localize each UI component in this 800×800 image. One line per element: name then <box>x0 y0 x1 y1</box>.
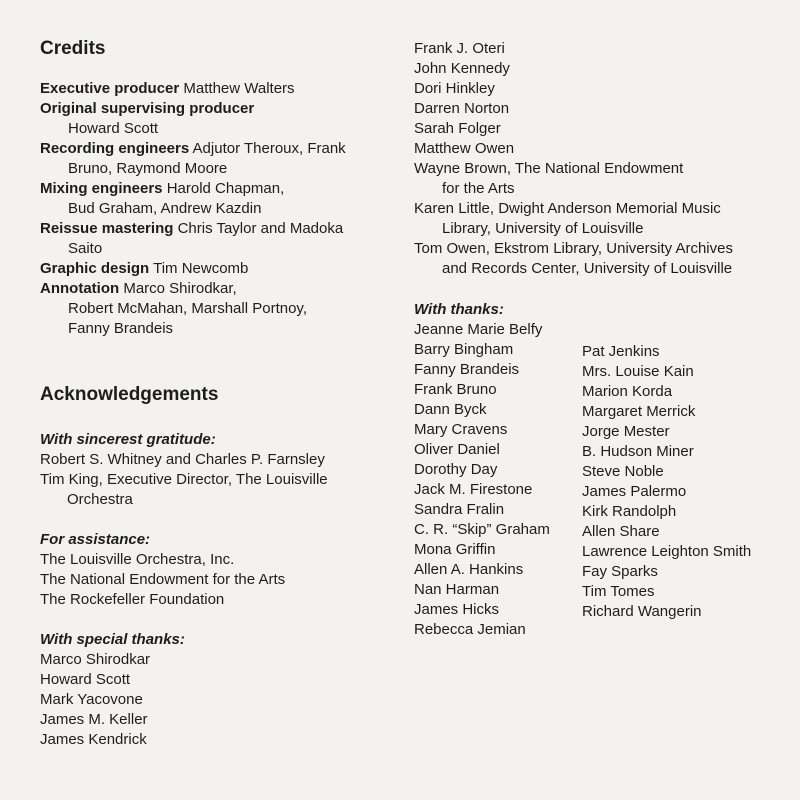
list-item: Orchestra <box>67 491 133 508</box>
list-item: Library, University of Louisville <box>442 220 644 237</box>
list-item: Mary Cravens <box>414 421 508 438</box>
list-item: Jorge Mester <box>582 423 670 440</box>
list-item: Jeanne Marie Belfy <box>414 321 543 338</box>
list-item: Frank Bruno <box>414 381 497 398</box>
list-item: Tim King, Executive Director, The Louisville <box>40 471 328 488</box>
credit-line: Executive producer Matthew Walters <box>40 80 295 97</box>
list-item: The Rockefeller Foundation <box>40 591 225 608</box>
list-item: Tom Owen, Ekstrom Library, University Archives <box>414 240 733 257</box>
list-item: Robert S. Whitney and Charles P. Farnsley <box>40 451 325 468</box>
credit-line: Graphic design Tim Newcomb <box>40 260 249 277</box>
credit-line: Saito <box>68 240 103 257</box>
list-item: Karen Little, Dwight Anderson Memorial Music <box>414 200 721 217</box>
list-item: and Records Center, University of Louisville <box>442 260 733 277</box>
acknowledgements-heading: Acknowledgements <box>40 384 219 405</box>
credit-line: Bud Graham, Andrew Kazdin <box>68 200 262 217</box>
credit-line: Reissue mastering Chris Taylor and Madoka <box>40 220 344 237</box>
credit-line: Howard Scott <box>68 120 159 137</box>
credit-line: Bruno, Raymond Moore <box>68 160 228 177</box>
list-item: Mrs. Louise Kain <box>582 363 694 380</box>
list-item: Tim Tomes <box>582 583 655 600</box>
list-item: Jack M. Firestone <box>414 481 533 498</box>
list-item: Sarah Folger <box>414 120 501 137</box>
list-item: Kirk Randolph <box>582 503 677 520</box>
list-item: Richard Wangerin <box>582 603 702 620</box>
list-item: James Kendrick <box>40 731 147 748</box>
list-item: Dorothy Day <box>414 461 498 478</box>
credit-line: Annotation Marco Shirodkar, <box>40 280 237 297</box>
list-item: Dori Hinkley <box>414 80 495 97</box>
special-thanks-section <box>40 630 410 750</box>
credits-list <box>40 79 410 339</box>
list-item: Nan Harman <box>414 581 500 598</box>
section-title: With special thanks: <box>40 631 185 648</box>
list-item: Dann Byck <box>414 401 487 418</box>
list-item: Howard Scott <box>40 671 131 688</box>
credit-line: Mixing engineers Harold Chapman, <box>40 180 285 197</box>
list-item: Mona Griffin <box>414 541 496 558</box>
list-item: Steve Noble <box>582 463 664 480</box>
list-item: The Louisville Orchestra, Inc. <box>40 551 235 568</box>
list-item: Matthew Owen <box>414 140 515 157</box>
assistance-section <box>40 530 410 610</box>
list-item: The National Endowment for the Arts <box>40 571 286 588</box>
list-item: John Kennedy <box>414 60 510 77</box>
acknowledgement-names-list <box>414 39 764 279</box>
section-title: With sincerest gratitude: <box>40 431 216 448</box>
list-item: Marco Shirodkar <box>40 651 151 668</box>
credit-line: Recording engineers Adjutor Theroux, Frank <box>40 140 346 157</box>
list-item: Pat Jenkins <box>582 343 660 360</box>
with-thanks-column-1 <box>414 320 584 640</box>
list-item: Rebecca Jemian <box>414 621 526 638</box>
list-item: Frank J. Oteri <box>414 40 505 57</box>
list-item: Mark Yacovone <box>40 691 143 708</box>
credit-line: Original supervising producer <box>40 100 255 117</box>
with-thanks-column-2 <box>582 342 782 622</box>
list-item: Marion Korda <box>582 383 673 400</box>
list-item: B. Hudson Miner <box>582 443 694 460</box>
list-item: Lawrence Leighton Smith <box>582 543 752 560</box>
list-item: Fay Sparks <box>582 563 658 580</box>
credits-heading: Credits <box>40 38 106 59</box>
list-item: Sandra Fralin <box>414 501 505 518</box>
with-thanks-title: With thanks: <box>414 301 504 318</box>
list-item: C. R. “Skip” Graham <box>414 521 550 538</box>
sincerest-gratitude-section <box>40 430 410 510</box>
list-item: Margaret Merrick <box>582 403 696 420</box>
list-item: Darren Norton <box>414 100 510 117</box>
list-item: James M. Keller <box>40 711 148 728</box>
list-item: Barry Bingham <box>414 341 514 358</box>
list-item: Fanny Brandeis <box>414 361 520 378</box>
credit-line: Fanny Brandeis <box>68 320 174 337</box>
list-item: Wayne Brown, The National Endowment <box>414 160 684 177</box>
list-item: for the Arts <box>442 180 515 197</box>
list-item: Allen A. Hankins <box>414 561 524 578</box>
list-item: Oliver Daniel <box>414 441 500 458</box>
list-item: Allen Share <box>582 523 660 540</box>
list-item: James Palermo <box>582 483 687 500</box>
list-item: James Hicks <box>414 601 500 618</box>
credit-line: Robert McMahan, Marshall Portnoy, <box>68 300 307 317</box>
section-title: For assistance: <box>40 531 151 548</box>
